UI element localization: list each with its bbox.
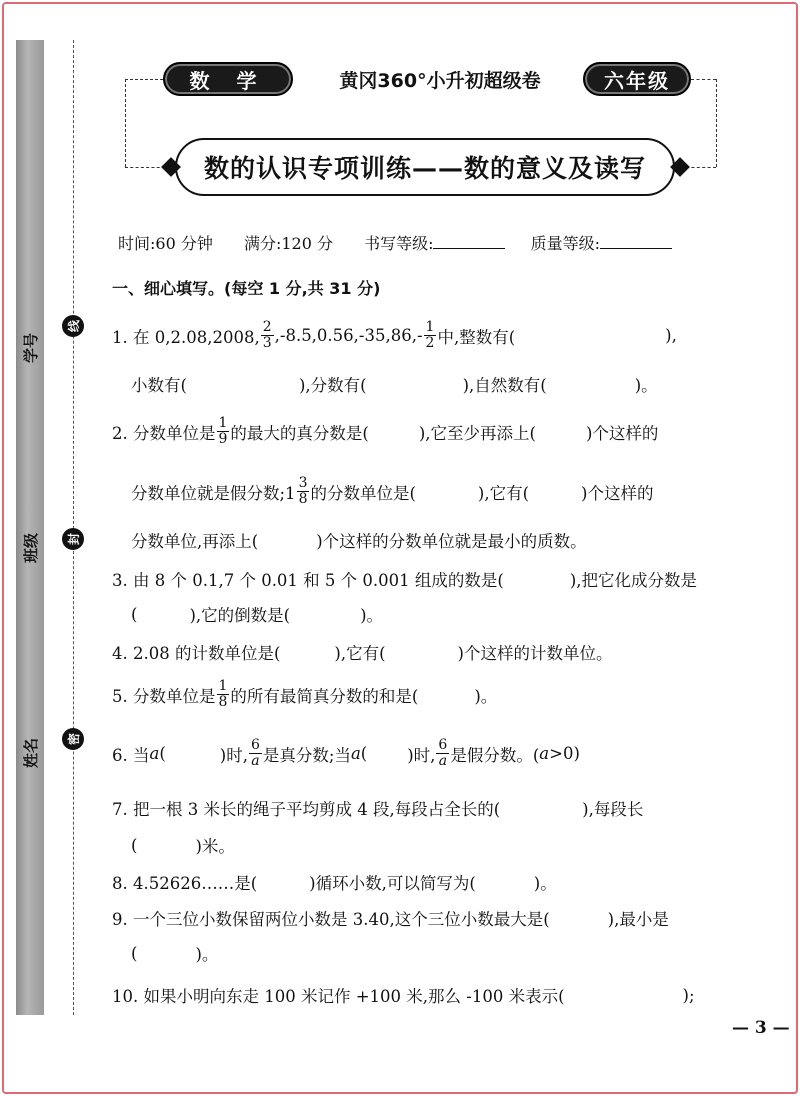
frame-dash-right xyxy=(716,79,717,167)
q8-text-b: )循环小数,可以简写为( xyxy=(309,874,476,893)
denominator: 8 xyxy=(218,694,228,710)
q3-text-a: 3. 由 8 个 0.1,7 个 0.01 和 5 个 0.001 组成的数是( xyxy=(112,571,504,590)
writing-grade-label: 书写等级: xyxy=(364,234,434,253)
q6-text-h: >0) xyxy=(549,744,580,763)
q7-text-c: ( xyxy=(131,835,138,855)
fraction xyxy=(261,320,274,351)
section-heading: 一、细心填写。(每空 1 分,共 31 分) xyxy=(112,279,381,298)
q2-text-d: )个这样的 xyxy=(585,423,659,443)
numerator: 2 xyxy=(262,319,272,335)
q2-text-b: 的最大的真分数是( xyxy=(230,423,369,443)
q6-text-f: )时, xyxy=(407,745,436,765)
numerator: 3 xyxy=(298,475,308,491)
q9-text-a: 9. 一个三位小数保留两位小数是 3.40,这个三位小数最大是( xyxy=(112,910,550,929)
q2-text-g: ),它有( xyxy=(477,483,530,503)
q2-text-c: ),它至少再添上( xyxy=(418,423,536,443)
q4-text-b: ),它有( xyxy=(334,644,386,663)
question-7-line-1 xyxy=(112,796,643,820)
question-2-line-3 xyxy=(131,528,587,552)
series-title: 黄冈360°小升初超级卷 xyxy=(339,70,541,92)
q7-text-b: ),每段长 xyxy=(582,800,644,819)
question-8 xyxy=(112,870,557,894)
question-9-line-2 xyxy=(131,941,218,965)
student-id-label: 学号 xyxy=(21,332,40,363)
q6-text-b: ( xyxy=(159,744,166,763)
q1-text-b: ,-8.5,0.56,-35,86,- xyxy=(274,326,423,345)
q2-text-e: 分数单位就是假分数;1 xyxy=(131,483,296,503)
q2-text-j: )个这样的分数单位就是最小的质数。 xyxy=(316,532,587,551)
question-10 xyxy=(112,983,695,1007)
q1-text-c: 中,整数有( xyxy=(437,327,516,347)
question-1-line-1 xyxy=(112,320,677,351)
header-dash-right xyxy=(691,79,716,80)
variable-a: a xyxy=(539,744,550,763)
q1-text-g: ),自然数有( xyxy=(462,376,547,395)
q9-text-c: ( xyxy=(131,943,138,963)
exam-meta xyxy=(118,231,738,254)
fraction xyxy=(436,738,449,769)
fraction xyxy=(217,416,230,447)
q8-text-c: )。 xyxy=(533,874,557,893)
q6-text-d: 是真分数;当 xyxy=(262,745,351,765)
q8-text-a: 8. 4.52626……是( xyxy=(112,874,258,893)
q4-text-a: 4. 2.08 的计数单位是( xyxy=(112,644,281,663)
fraction xyxy=(249,738,262,769)
subject-badge: 数 学 xyxy=(163,62,293,96)
question-2-line-2 xyxy=(131,476,653,507)
denominator: 2 xyxy=(425,335,435,351)
q3-text-e: )。 xyxy=(360,606,383,625)
q6-text-a: 6. 当 xyxy=(112,745,150,765)
numerator: 6 xyxy=(250,737,260,753)
class-field xyxy=(14,530,46,562)
student-id-field xyxy=(14,330,46,362)
variable-a: a xyxy=(350,744,361,763)
q6-text-g: 是假分数。( xyxy=(450,745,540,765)
q3-text-c: ( xyxy=(131,604,138,624)
q10-text-b: ); xyxy=(682,985,695,1005)
q5-text-c: )。 xyxy=(474,686,498,706)
q2-text-h: )个这样的 xyxy=(581,483,654,503)
q2-text-a: 2. 分数单位是 xyxy=(112,423,216,443)
numerator: 1 xyxy=(425,319,435,335)
q7-text-d: )米。 xyxy=(195,837,235,856)
q1-text-a: 1. 在 0,2.08,2008, xyxy=(112,327,260,347)
numerator: 6 xyxy=(438,737,448,753)
denominator: a xyxy=(438,753,448,769)
name-field xyxy=(14,735,46,767)
name-label: 姓名 xyxy=(21,737,40,768)
q3-text-b: ),把它化成分数是 xyxy=(569,571,698,590)
q2-text-f: 的分数单位是( xyxy=(310,483,416,503)
q2-text-i: 分数单位,再添上( xyxy=(131,532,259,551)
fraction xyxy=(424,320,437,351)
page-title: 数的认识专项训练——数的意义及读写 xyxy=(175,138,675,196)
question-5 xyxy=(112,679,497,710)
question-9-line-1 xyxy=(112,906,669,930)
q6-text-e: ( xyxy=(360,744,368,763)
seal-line-mark: 线 xyxy=(62,315,84,337)
question-2-line-1 xyxy=(112,416,658,447)
page-number: — 3 — xyxy=(732,1018,790,1038)
question-7-line-2 xyxy=(131,833,235,857)
header-dash-left xyxy=(125,79,163,80)
quality-grade-blank[interactable] xyxy=(600,235,672,249)
q1-text-f: ),分数有( xyxy=(298,376,367,395)
binding-strip xyxy=(16,40,44,1015)
q1-text-d: ), xyxy=(665,326,677,345)
fraction xyxy=(217,679,230,710)
q10-text-a: 10. 如果小明向东走 100 米记作 +100 米,那么 -100 米表示( xyxy=(112,987,565,1006)
numerator: 1 xyxy=(218,415,228,431)
q5-text-b: 的所有最简真分数的和是( xyxy=(230,686,419,706)
class-label: 班级 xyxy=(21,532,40,563)
writing-grade-blank[interactable] xyxy=(433,235,505,249)
q9-text-d: )。 xyxy=(195,945,219,964)
denominator: 3 xyxy=(262,335,272,351)
question-4 xyxy=(112,640,612,664)
numerator: 1 xyxy=(218,678,228,694)
question-3-line-2 xyxy=(131,602,383,626)
fraction xyxy=(297,476,310,507)
frame-dash-left xyxy=(125,79,126,167)
q1-text-h: )。 xyxy=(634,376,658,395)
variable-a: a xyxy=(149,744,160,763)
seal-seal-mark: 封 xyxy=(62,528,84,550)
title-dash-left xyxy=(125,167,165,168)
q9-text-b: ),最小是 xyxy=(607,910,669,929)
title-dash-right xyxy=(686,167,716,168)
q6-text-c: )时, xyxy=(219,745,248,765)
question-3-line-1 xyxy=(112,567,697,591)
seal-secret-mark: 密 xyxy=(62,728,84,750)
quality-grade-label: 质量等级: xyxy=(530,234,600,253)
question-1-line-2 xyxy=(131,372,658,396)
q5-text-a: 5. 分数单位是 xyxy=(112,686,216,706)
denominator: 8 xyxy=(298,491,308,507)
q4-text-c: )个这样的计数单位。 xyxy=(457,644,613,663)
q1-text-e: 小数有( xyxy=(131,376,187,395)
denominator: a xyxy=(251,753,260,769)
question-6 xyxy=(112,738,580,769)
q3-text-d: ),它的倒数是( xyxy=(189,606,291,625)
header xyxy=(125,62,715,98)
grade-badge: 六年级 xyxy=(583,62,691,96)
time-limit: 时间:60 分钟 xyxy=(118,234,213,253)
denominator: 9 xyxy=(218,431,228,447)
full-score: 满分:120 分 xyxy=(243,234,333,253)
q7-text-a: 7. 把一根 3 米长的绳子平均剪成 4 段,每段占全长的( xyxy=(112,800,501,819)
